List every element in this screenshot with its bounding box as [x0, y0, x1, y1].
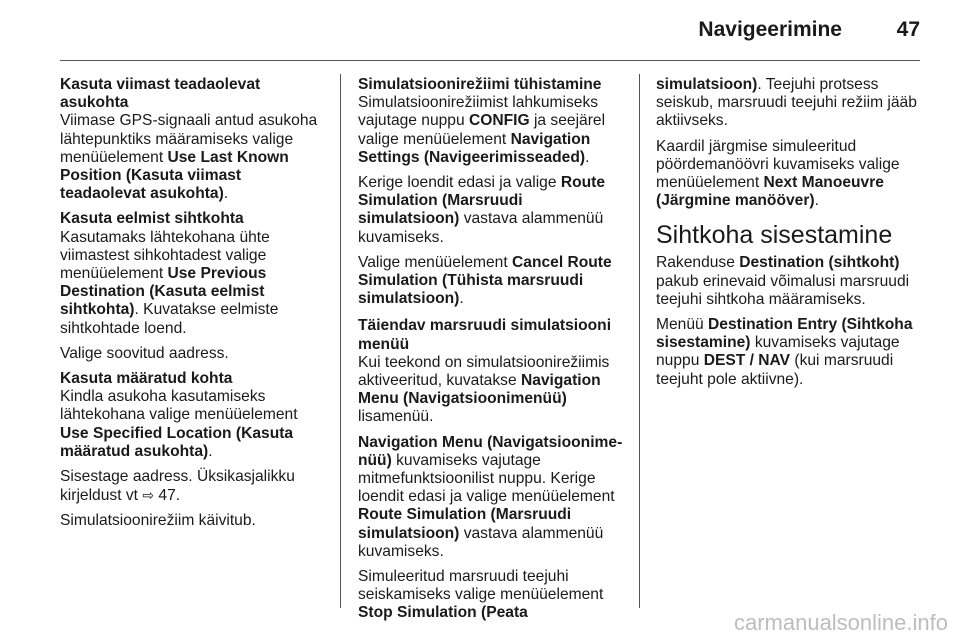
menu-item-ref: Navigation Menu (Navigatsioonime-nüü)	[358, 433, 623, 469]
column-1	[60, 76, 330, 538]
section-heading: Kasuta määratud kohta	[60, 370, 233, 388]
menu-item-ref: Cancel Route Simulation (Tühista marsruudi simulatsioon)	[358, 253, 612, 308]
paragraph: Simulatsioonirežiimist lahkumiseks vajutage nuppu CONFIG ja seejärel valige menüüelement Navigation Settings (Navigeerimisseaded).	[358, 94, 606, 166]
paragraph: Valige soovitud aadress.	[60, 344, 229, 362]
paragraph: Simulatsioonirežiim käivitub.	[60, 512, 256, 530]
paragraph: Viimase GPS-signaali antud asukoha lähtepunktiks määramiseks valige menüüelement Use Last Known Position (Kasuta viimast teadaolevat asukohta).	[60, 112, 318, 203]
menu-item-ref: Use Previous Destination (Kasuta eelmist sihtkohta)	[60, 265, 267, 319]
page-reference-icon: ⇨	[142, 487, 155, 504]
column-2	[358, 76, 628, 630]
column-3	[656, 76, 926, 396]
paragraph: Kasutamaks lähtekohana ühte viimastest sihkohtadest valige menüüelement Use Previous Destination (Kasuta eelmist sihtkohta). Kuvatakse eelmiste sihtkohtade loend.	[60, 228, 279, 337]
page-header	[0, 0, 960, 54]
section-heading: Täiendav marsruudi simulatsiooni menüü	[358, 317, 612, 353]
section-heading: Kasuta eelmist sihtkohta	[60, 210, 244, 228]
menu-item-ref: Navigation Menu (Navigatsioonimenüü)	[358, 372, 601, 408]
menu-item-ref: Navigation Settings (Navigeerimisseaded)	[358, 130, 591, 166]
button-ref: DEST / NAV	[703, 352, 791, 370]
button-ref: CONFIG	[468, 112, 530, 130]
page-title: Navigeerimine	[698, 18, 842, 41]
page-reference[interactable]: 47.	[154, 487, 181, 505]
menu-item-ref: simulatsioon)	[656, 76, 758, 93]
paragraph: Kui teekond on simulatsioonirežiimis aktiveeritud, kuvatakse Navigation Menu (Navigatsioonimenüü) lisamenüü.	[358, 353, 610, 426]
paragraph: simulatsioon). Teejuhi protsess seiskub, marsruudi teejuhi režiim jääb aktiivseks.	[656, 76, 917, 130]
header-divider	[60, 60, 920, 61]
section-heading: Simulatsioonirežiimi tühistamine	[358, 76, 602, 93]
column-divider-1	[340, 74, 341, 608]
menu-item-ref: Use Specified Location (Kasuta määratud asukohta)	[60, 424, 294, 460]
menu-item-ref: Next Manoeuvre (Järgmine manööver)	[656, 174, 884, 210]
menu-item-ref: Use Last Known Position (Kasuta viimast teadaolevat asukohta)	[60, 148, 289, 203]
menu-item-ref: Route Simulation (Marsruudi simulatsioon)	[358, 506, 572, 542]
menu-item-ref: Destination Entry (Sihtkoha sisestamine)	[656, 316, 913, 352]
paragraph: Kaardil järgmise simuleeritud pöördemanöövri kuvamiseks valige menüüelement Next Manoeuvre (Järgmine manööver).	[656, 137, 900, 210]
section-heading: Kasuta viimast teadaolevat asukohta	[60, 76, 261, 112]
paragraph: Valige menüüelement Cancel Route Simulation (Tühista marsruudi simulatsioon).	[358, 253, 612, 308]
paragraph: Simuleeritud marsruudi teejuhi seiskamiseks valige menüüelement Stop Simulation (Peata	[358, 568, 604, 622]
column-divider-2	[639, 74, 640, 608]
menu-item-ref: Route Simulation (Marsruudi simulatsioon)	[358, 174, 606, 228]
paragraph: Navigation Menu (Navigatsioonime-nüü) kuvamiseks vajutage mitmefunktsioonilist nuppu. Kerige loendit edasi ja valige menüüelement Route Simulation (Marsruudi simulatsioon) vastava alammenüü kuvamiseks.	[358, 433, 623, 560]
paragraph: Rakenduse Destination (sihtkoht) pakub erinevaid võimalusi marsruudi teejuhi sihtkoha määramiseks.	[656, 254, 910, 308]
page-number: 47	[896, 18, 920, 41]
paragraph: Sisestage aadress. Üksikasjalikku kirjeldust vt ⇨ 47.	[60, 468, 295, 505]
paragraph: Menüü Destination Entry (Sihtkoha sisestamine) kuvamiseks vajutage nuppu DEST / NAV (kui marsruudi teejuht pole aktiivne).	[656, 316, 913, 388]
section-title: Sihtkoha sisestamine	[656, 221, 893, 250]
paragraph: Kerige loendit edasi ja valige Route Simulation (Marsruudi simulatsioon) vastava alammenüü kuvamiseks.	[358, 174, 606, 246]
menu-item-ref: Destination (sihtkoht)	[739, 254, 900, 272]
menu-item-ref: Stop Simulation (Peata	[358, 604, 528, 622]
watermark: carmanualsonline.info	[733, 610, 948, 635]
paragraph: Kindla asukoha kasutamiseks lähtekohana valige menüüelement Use Specified Location (Kasuta määratud asukohta).	[60, 388, 298, 460]
